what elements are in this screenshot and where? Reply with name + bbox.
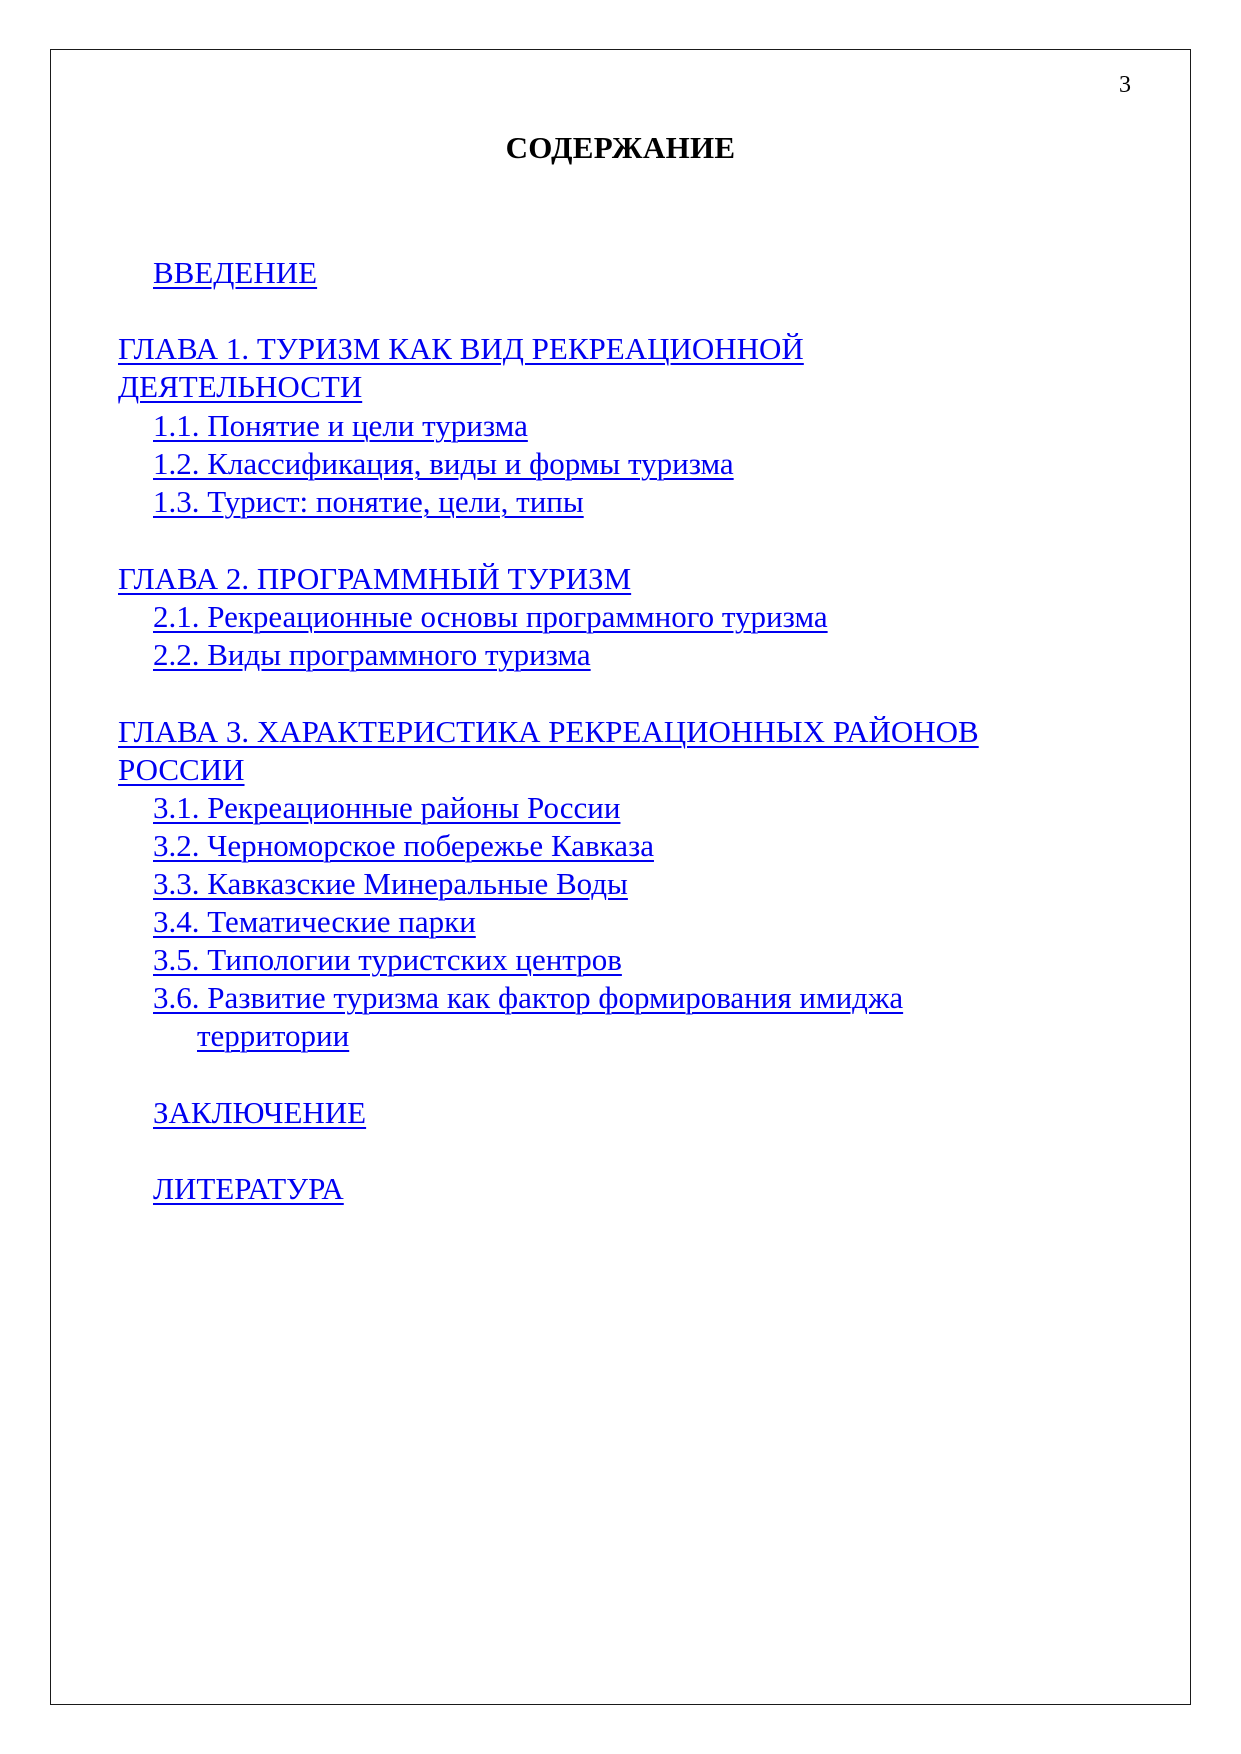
toc-link-conclusion[interactable]: ЗАКЛЮЧЕНИЕ [153,1095,367,1130]
toc-chapter-3-line-1: ГЛАВА 3. ХАРАКТЕРИСТИКА РЕКРЕАЦИОННЫХ РАЙОНОВ [118,714,979,749]
toc-link-section-3-3[interactable]: 3.3. Кавказские Минеральные Воды [153,866,628,901]
page-title: СОДЕРЖАНИЕ [505,130,736,165]
toc-link-introduction[interactable]: ВВЕДЕНИЕ [153,255,318,290]
toc-link-section-3-4[interactable]: 3.4. Тематические парки [153,904,476,939]
toc-section-3-6-line-1: 3.6. Развитие туризма как фактор формирования имиджа [153,980,904,1015]
toc-link-chapter-2[interactable]: ГЛАВА 2. ПРОГРАММНЫЙ ТУРИЗМ [118,561,632,596]
page-number: 3 [1119,72,1131,98]
toc-link-section-2-2[interactable]: 2.2. Виды программного туризма [153,637,591,672]
toc-link-section-1-1[interactable]: 1.1. Понятие и цели туризма [153,408,528,443]
toc-link-section-1-2[interactable]: 1.2. Классификация, виды и формы туризма [153,446,734,481]
toc-link-section-3-6[interactable] [153,979,903,1055]
toc-link-section-1-3[interactable]: 1.3. Турист: понятие, цели, типы [153,484,584,519]
toc-link-section-2-1[interactable]: 2.1. Рекреационные основы программного туризма [153,599,828,634]
toc-link-section-3-1[interactable]: 3.1. Рекреационные районы России [153,790,621,825]
toc-chapter-1-line-1: ГЛАВА 1. ТУРИЗМ КАК ВИД РЕКРЕАЦИОННОЙ [118,331,804,366]
toc-link-section-3-2[interactable]: 3.2. Черноморское побережье Кавказа [153,828,654,863]
toc-link-chapter-1[interactable] [118,330,804,406]
toc-chapter-3-line-2: РОССИИ [118,752,245,787]
toc-link-section-3-5[interactable]: 3.5. Типологии туристских центров [153,942,622,977]
toc-section-3-6-line-2: территории [197,1018,350,1053]
toc-chapter-1-line-2: ДЕЯТЕЛЬНОСТИ [118,369,363,404]
toc-link-chapter-3[interactable] [118,713,979,789]
toc-link-literature[interactable]: ЛИТЕРАТУРА [153,1171,344,1206]
